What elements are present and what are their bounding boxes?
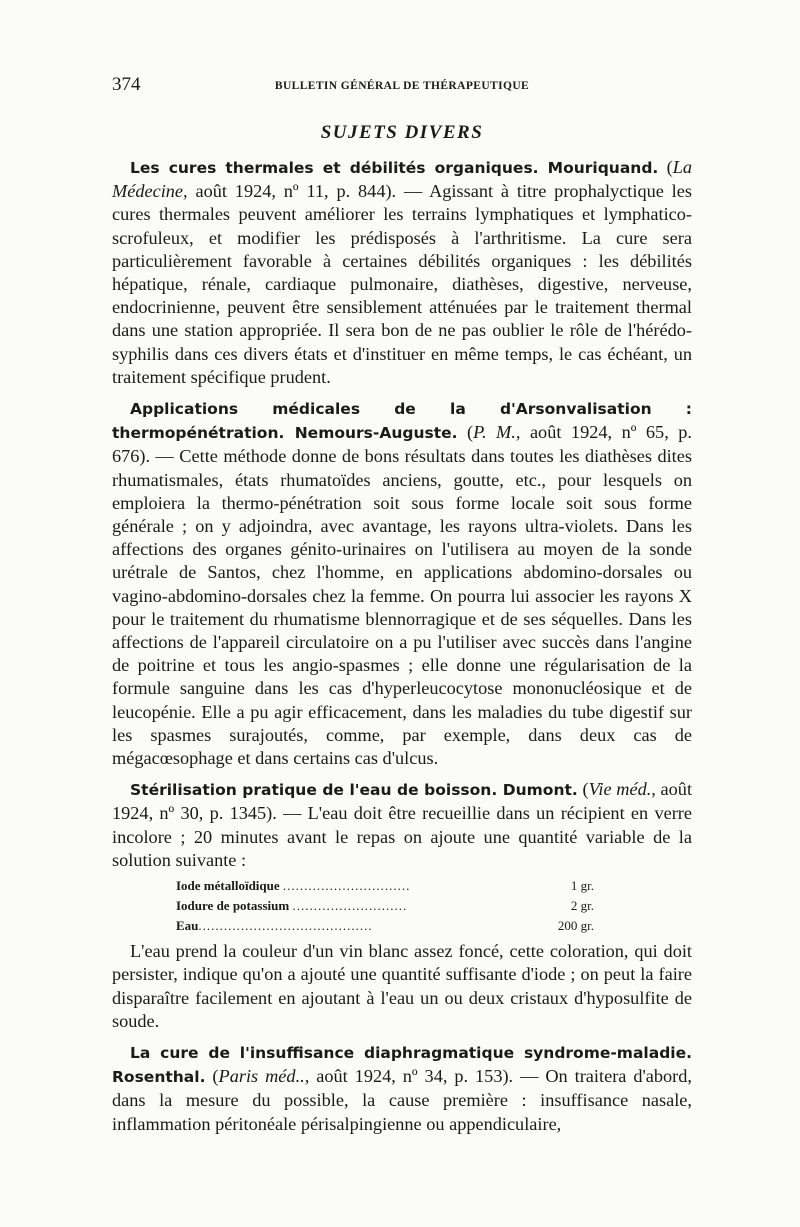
article-text: août 1924, nº 11, p. 844). — Agissant à titre prophalyctique les cures thermales peuvent améliorer les terrains lymphatiques et lymphatico-scrofuleux, et modifier les prédisposés à l'arthritisme. La cure sera particulièrement favorable à certaines débilités organiques : les débilités hépatique, rénale, cardiaque pulmonaire, diathèses, digestive, nerveuse, endocrinienne, peuvent être sensiblement atténuées par le traitement thermal dans une station appropriée. Il sera bon de ne pas oublier le rôle de l'hérédo-syphilis dans ces divers états et d'instituer en même temps, le cas échéant, un traitement spécifique prudent. (112, 181, 692, 387)
article-heading: Applications médicales de la d'Arsonvalisation : thermopénétration. Nemours-Auguste. (112, 400, 692, 443)
document-page (112, 74, 692, 1136)
page-number: 374 (112, 74, 141, 95)
article-heading: Stérilisation pratique de l'eau de boisson. Dumont. (130, 781, 578, 800)
journal-name: Vie méd., (588, 779, 656, 800)
leader-dots: .............................. (282, 878, 411, 894)
journal-name: La Médecine, (112, 157, 692, 202)
recipe-table (176, 876, 594, 936)
journal-name: Paris méd.., (218, 1066, 310, 1087)
page-header (112, 74, 692, 102)
article-text: août 1924, nº 34, p. 153). — On traitera d'abord, dans la mesure du possible, la cause première : insuffisance nasale, inflammation péritonéale périsalpingienne ou appendiculaire, (112, 1066, 692, 1134)
article-mouriquand: Les cures thermales et débilités organiques. Mouriquand. (La Médecine, août 1924, nº 11, p. 844). — Agissant à titre prophalyctique les cures thermales peuvent améliorer les terrains lymphatiques et lymphatico-scrofuleux, et modifier les prédisposés à l'arthritisme. La cure sera particulièrement favorable à certaines débilités organiques : les débilités hépatique, rénale, cardiaque pulmonaire, diathèses, digestive, nerveuse, endocrinienne, peuvent être sensiblement atténuées par le traitement thermal dans une station appropriée. Il sera bon de ne pas oublier le rôle de l'hérédo-syphilis dans ces divers états et d'instituer en même temps, le cas échéant, un traitement spécifique prudent. (112, 157, 692, 387)
leader-dots: ......................................... (198, 918, 373, 934)
leader-dots: ........................... (292, 898, 408, 914)
ingredient-name: Iodure de potassium (176, 898, 290, 914)
section-title: SUJETS DIVERS (320, 122, 484, 143)
journal-name: P. M., (473, 422, 521, 443)
article-heading: Les cures thermales et débilités organiques. Mouriquand. (130, 159, 659, 177)
ingredient-qty: 2 gr. (570, 898, 594, 914)
article-text: août 1924, nº 65, p. 676). — Cette méthode donne de bons résultats dans toutes les diathèses dites rhumatismales, états rhumatoïdes anciens, goutte, etc., pour lesquels on emploiera la thermo-pénétration soit sous forme locale soit sous forme générale ; on y adjoindra, avec avantage, les rayons ultra-violets. Dans les affections des organes génito-urinaires on l'utilisera au moyen de la sonde urétrale de Santos, chez l'homme, en applications abdomino-dorsales ou vagino-abdomino-dorsales chez la femme. On pourra lui associer les rayons X pour le traitement du rhumatisme blennorragique et de ses séquelles. Dans les affections de l'appareil circulatoire on a pu l'utiliser avec succès dans l'angine de poitrine et tous les angio-spasmes ; elle donne une régularisation de la formule sanguine dans les cas d'hyperleucocytose mononucléosique et de leucopénie. Elle a pu agir efficacement, dans les maladies du tube digestif sur les spasmes surajoutés, comme, par exemple, dans deux cas de mégacœsophage et dans certains cas d'ulcus. (112, 422, 692, 769)
ingredient-qty: 1 gr. (570, 878, 594, 894)
recipe-row (176, 896, 594, 916)
recipe-row (176, 876, 594, 896)
ingredient-name: Iode métalloïdique (176, 878, 280, 894)
article-text: août 1924, nº 30, p. 1345). — L'eau doit être recueillie dans un récipient en verre incolore ; 20 minutes avant le repas on ajoute une quantité variable de la solution suivante : (112, 779, 693, 870)
article-dumont-continuation: L'eau prend la couleur d'un vin blanc assez foncé, cette coloration, qui doit persister, indique qu'on a ajouté une quantité suffisante d'iode ; on peut la faire disparaître facilement en ajoutant à l'eau un ou deux cristaux d'hyposulfite de soude. (112, 941, 692, 1031)
ingredient-qty: 200 gr. (557, 918, 594, 934)
ingredient-name: Eau (176, 918, 199, 934)
article-heading: La cure de l'insuffisance diaphragmatique syndrome-maladie. Rosenthal. (112, 1043, 692, 1087)
running-title: BULLETIN GÉNÉRAL DE THÉRAPEUTIQUE (274, 80, 530, 92)
article-nemours-auguste: Applications médicales de la d'Arsonvalisation : thermopénétration. Nemours-Auguste. (P. M., août 1924, nº 65, p. 676). — Cette méthode donne de bons résultats dans toutes les diathèses dites rhumatismales, états rhumatoïdes anciens, goutte, etc., pour lesquels on emploiera la thermo-pénétration soit sous forme locale soit sous forme générale ; on y adjoindra, avec avantage, les rayons ultra-violets. Dans les affections des organes génito-urinaires on l'utilisera au moyen de la sonde urétrale de Santos, chez l'homme, en applications abdomino-dorsales ou vagino-abdomino-dorsales chez la femme. On pourra lui associer les rayons X pour le traitement du rhumatisme blennorragique et de ses séquelles. Dans les affections de l'appareil circulatoire on a pu l'utiliser avec succès dans l'angine de poitrine et tous les angio-spasmes ; elle donne une régularisation de la formule sanguine dans les cas d'hyperleucocytose mononucléosique et de leucopénie. Elle a pu agir efficacement, dans les maladies du tube digestif sur les spasmes surajoutés, comme, par exemple, dans deux cas de mégacœsophage et dans certains cas d'ulcus. (112, 400, 692, 769)
recipe-row (176, 916, 594, 936)
article-rosenthal: La cure de l'insuffisance diaphragmatique syndrome-maladie. Rosenthal. (Paris méd.., août 1924, nº 34, p. 153). — On traitera d'abord, dans la mesure du possible, la cause première : insuffisance nasale, inflammation péritonéale périsalpingienne ou appendiculaire, (112, 1043, 692, 1134)
article-dumont: Stérilisation pratique de l'eau de boisson. Dumont. (Vie méd., août 1924, nº 30, p. 1345). — L'eau doit être recueillie dans un récipient en verre incolore ; 20 minutes avant le repas on ajoute une quantité variable de la solution suivante : (112, 779, 693, 870)
